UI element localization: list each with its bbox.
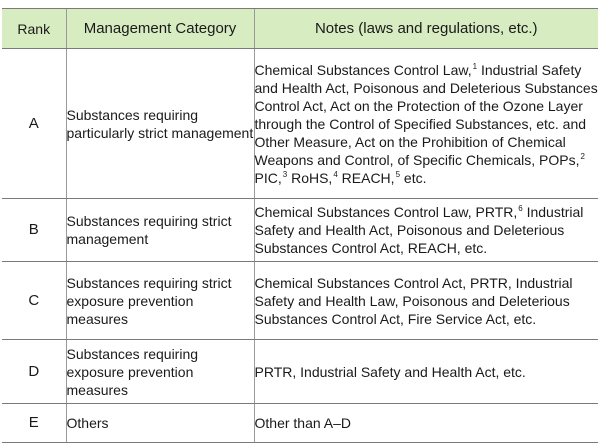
notes-text: RoHS, [287, 169, 333, 186]
rank-header: Rank [2, 9, 66, 49]
notes-header: Notes (laws and regulations, etc.) [254, 9, 598, 49]
rank-cell: A [2, 49, 66, 199]
footnote-ref: 1 [472, 61, 478, 71]
category-cell: Substances requiring strict management [66, 199, 254, 262]
notes-text: Chemical Substances Control Law, PRTR, [254, 204, 518, 220]
category-cell: Substances requiring particularly strict management [66, 49, 254, 199]
footnote-ref: 4 [333, 169, 338, 179]
notes-text: REACH, [337, 169, 395, 186]
header-row [2, 9, 598, 49]
notes-text: etc. [400, 169, 427, 186]
rank-cell: D [2, 340, 66, 404]
category-cell: Others [66, 404, 254, 443]
footnote-ref: 3 [282, 169, 288, 179]
category-header: Management Category [66, 9, 254, 49]
footnote-ref: 5 [395, 169, 401, 179]
category-cell: Substances requiring exposure prevention measures [66, 340, 254, 404]
table-row [2, 404, 598, 443]
notes-text: PIC, [254, 169, 282, 186]
footnote-ref: 2 [580, 151, 585, 161]
notes-cell [254, 199, 598, 262]
footnote-ref: 6 [518, 204, 523, 213]
notes-text: Other than A–D [254, 415, 352, 431]
notes-text: Chemical Substances Control Act, PRTR, Industrial Safety and Health Law, Poisonous and Deleterious Substances Control Act, Fire Service Act, etc. [254, 274, 573, 327]
notes-text: PRTR, Industrial Safety and Health Act, etc. [254, 363, 526, 380]
notes-cell [254, 49, 598, 199]
category-cell: Substances requiring strict exposure prevention measures [66, 262, 254, 340]
table-row [2, 199, 598, 262]
notes-text: Chemical Substances Control Law, [254, 61, 472, 78]
table-row [2, 340, 598, 404]
notes-cell [254, 340, 598, 404]
table-row [2, 49, 598, 199]
notes-text: Industrial Safety and Health Act, Poisonous and Deleterious Substances Control Act, REACH, etc. [254, 204, 584, 256]
rank-cell: B [2, 199, 66, 262]
notes-cell [254, 262, 598, 340]
table-row [2, 262, 598, 340]
notes-cell [254, 404, 598, 443]
management-category-table [2, 8, 598, 443]
rank-cell: E [2, 404, 66, 443]
notes-text: Industrial Safety and Health Act, Poisonous and Deleterious Substances Control Act, Act on the Protection of the Ozone Layer through the Control of Specified Substances, etc. and Other Measure, Act on the Prohibition of Chemical Weapons and Control, of Specific Chemicals, POPs, [254, 61, 598, 168]
rank-cell: C [2, 262, 66, 340]
